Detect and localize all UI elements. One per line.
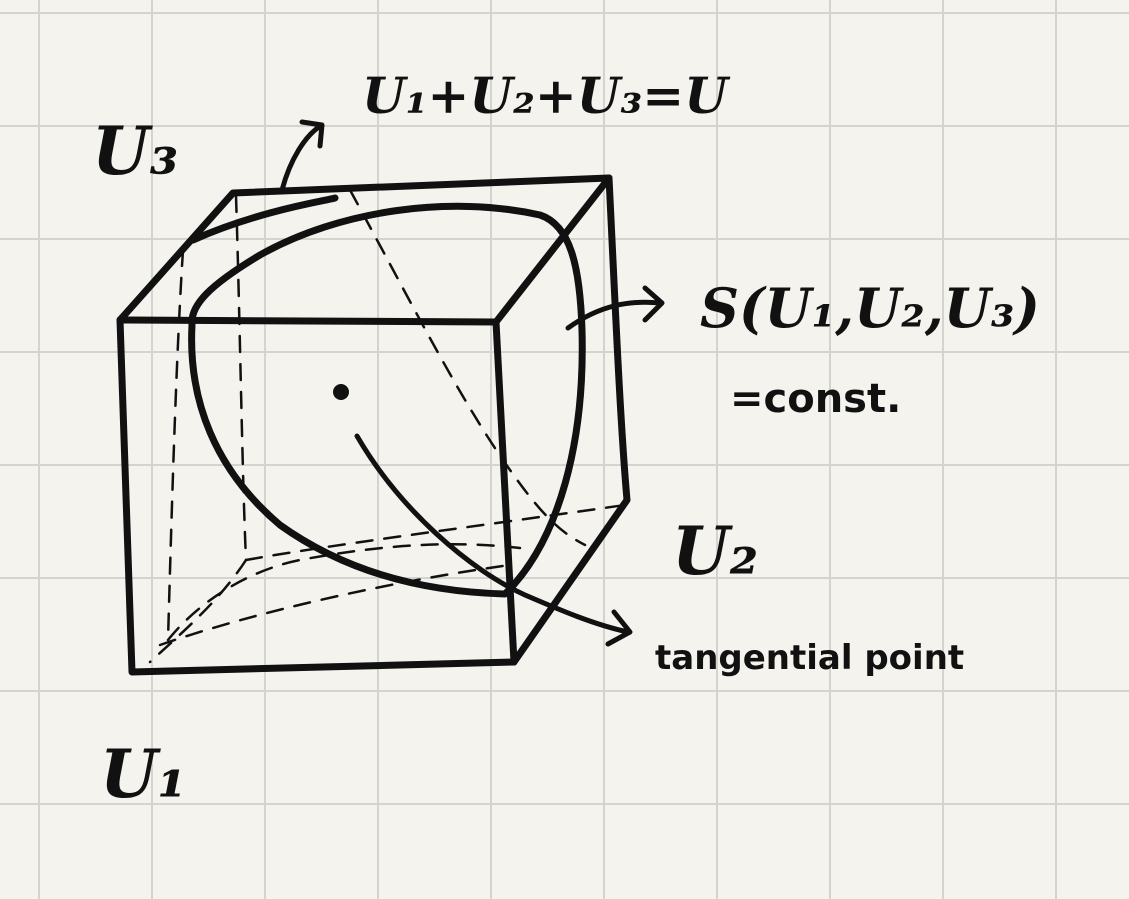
cube-top-face bbox=[120, 178, 609, 322]
cube-front-face bbox=[120, 320, 514, 672]
entropy-label: S(U₁,U₂,U₃) bbox=[700, 276, 1040, 340]
entropy-surface-outline bbox=[192, 206, 583, 594]
axis-label-u1: U₁ bbox=[100, 735, 187, 813]
hidden-floor-curve bbox=[160, 565, 510, 645]
axis-label-u3: U₃ bbox=[92, 112, 179, 190]
center-dot bbox=[333, 384, 349, 400]
axis-label-u2: U₂ bbox=[672, 512, 759, 590]
hidden-vertical-edge bbox=[236, 196, 246, 560]
constraint-label: U₁+U₂+U₃=U bbox=[362, 66, 728, 125]
hidden-surface-curve-back bbox=[350, 190, 585, 545]
tangential-point-label: tangential point bbox=[655, 638, 965, 678]
tangent-arrow bbox=[357, 436, 630, 644]
entropy-const-label: =const. bbox=[730, 376, 902, 422]
constraint-arrow bbox=[282, 122, 322, 190]
hidden-left-edge bbox=[168, 250, 183, 640]
